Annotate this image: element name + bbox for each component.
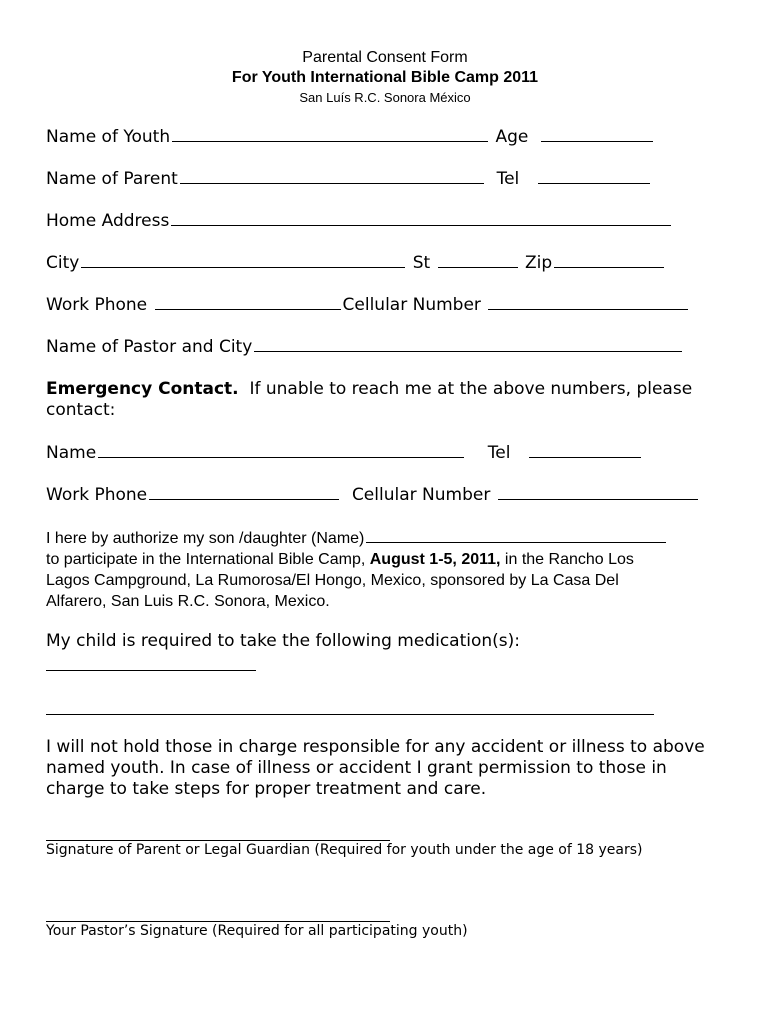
medication-field-2[interactable] [46,714,654,715]
authorization-line-3: Lagos Campground, La Rumorosa/El Hongo, Mexico, sponsored by La Casa Del [46,572,619,589]
pastor-signature-caption: Your Pastor’s Signature (Required for all participating youth) [46,923,468,939]
emergency-cellular-label: Cellular Number [351,485,491,505]
city-row [46,253,666,273]
parent-tel-label: Tel [496,169,520,189]
age-label: Age [495,127,529,147]
event-location: San Luís R.C. Sonora México [299,90,471,105]
state-label: St [412,253,431,273]
work-phone-field[interactable] [155,295,341,310]
cellular-field[interactable] [488,295,688,310]
authorization-intro: I here by authorize my son /daughter (Name) [46,530,365,547]
parent-name-field[interactable] [180,169,484,184]
state-field[interactable] [438,253,518,268]
emergency-heading: Emergency Contact. [46,379,239,399]
authorization-line-4: Alfarero, San Luis R.C. Sonora, Mexico. [46,593,330,610]
zip-field[interactable] [554,253,664,268]
emergency-text: If unable to reach me at the above numbers, please contact: [46,379,693,420]
emergency-name-row [46,443,643,463]
pastor-city-field[interactable] [254,337,682,352]
authorization-paragraph [46,528,726,612]
emergency-phone-row [46,485,700,505]
form-title: Parental Consent Form [302,49,468,66]
zip-label: Zip [525,253,553,273]
authorization-text-post: in the Rancho Los [504,551,634,568]
city-field[interactable] [81,253,405,268]
child-name-field[interactable] [366,529,666,543]
liability-paragraph: I will not hold those in charge responsible for any accident or illness to above named youth. In case of illness or accident I grant permission to those in charge to take steps for proper treatment and care. [46,737,705,799]
address-row [46,211,673,231]
youth-row [46,127,655,147]
emergency-tel-field[interactable] [529,443,641,458]
authorization-text-pre: to participate in the International Bible Camp, [46,551,366,568]
parent-tel-field[interactable] [538,169,650,184]
pastor-row [46,337,684,357]
emergency-name-field[interactable] [98,443,464,458]
emergency-name-label: Name [46,443,97,463]
home-address-field[interactable] [171,211,671,226]
home-address-label: Home Address [46,211,170,231]
emergency-cellular-field[interactable] [498,485,698,500]
emergency-work-phone-field[interactable] [149,485,339,500]
authorization-line-2 [46,549,726,570]
parent-signature-line[interactable] [46,840,390,841]
cellular-label: Cellular Number [342,295,481,315]
emergency-intro [46,379,726,421]
parent-row [46,169,652,189]
pastor-signature-line[interactable] [46,921,390,922]
phone-row [46,295,690,315]
parent-signature-caption: Signature of Parent or Legal Guardian (Required for youth under the age of 18 years) [46,842,643,858]
age-field[interactable] [541,127,653,142]
emergency-work-phone-label: Work Phone [46,485,148,505]
authorization-line-1 [46,528,726,549]
medication-text: My child is required to take the following medication(s): [46,631,521,651]
city-label: City [46,253,80,273]
work-phone-label: Work Phone [46,295,148,315]
event-title: For Youth International Bible Camp 2011 [231,69,539,86]
camp-dates: August 1-5, 2011, [369,551,501,568]
parent-name-label: Name of Parent [46,169,178,189]
pastor-city-label: Name of Pastor and City [46,337,253,357]
youth-name-label: Name of Youth [46,127,171,147]
emergency-tel-label: Tel [487,443,511,463]
youth-name-field[interactable] [172,127,488,142]
medication-field-1[interactable] [46,670,256,671]
